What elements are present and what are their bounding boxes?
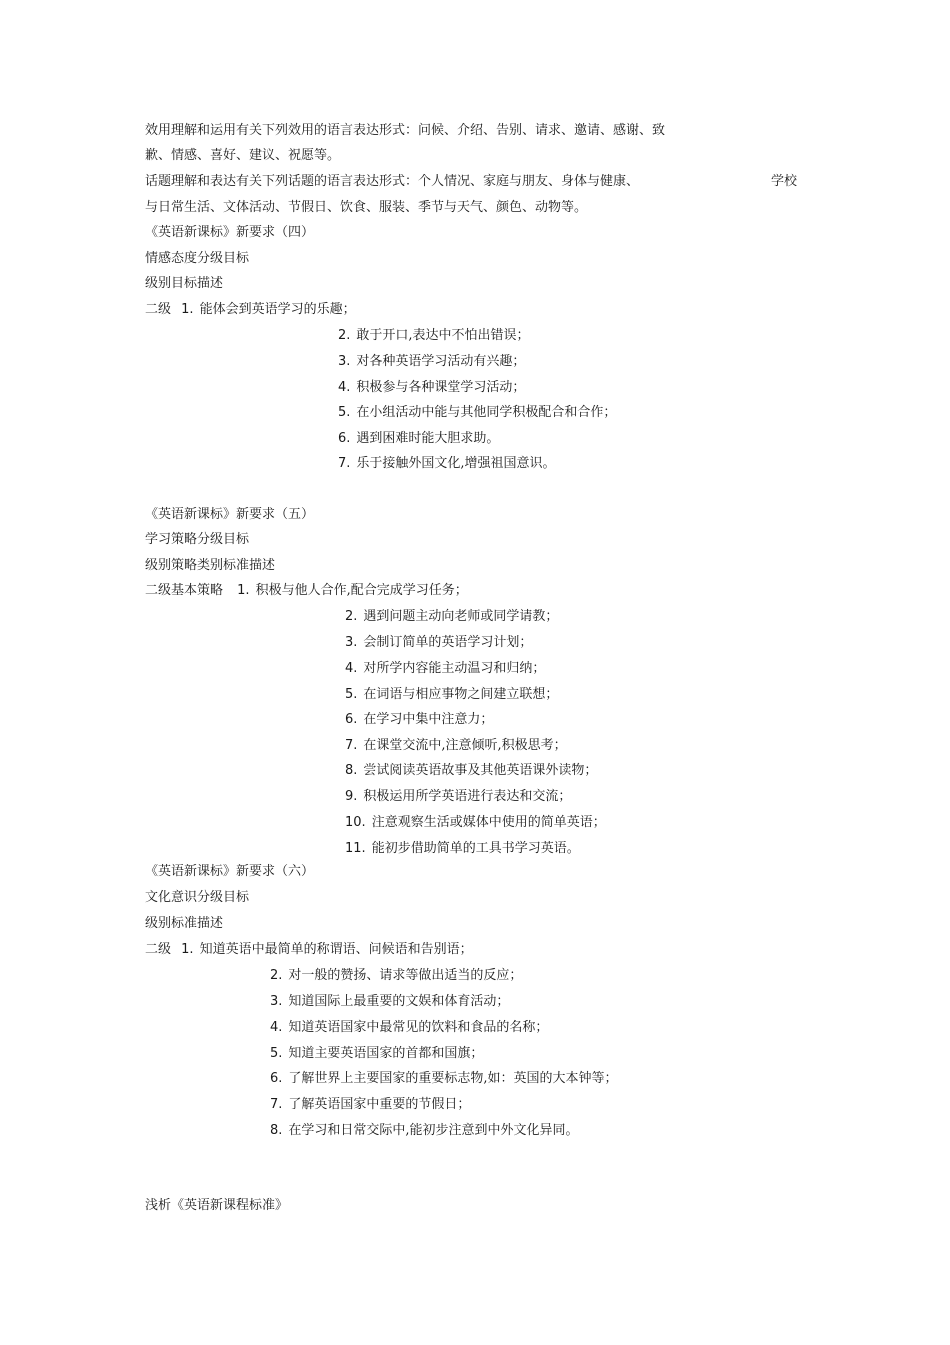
list-item-number: 1. [181, 302, 194, 317]
list-item-number: 5. [345, 687, 358, 702]
topic-line-1-tail: 学校 [771, 174, 798, 189]
list-item-number: 3. [338, 354, 351, 369]
list-item-number: 7. [338, 456, 351, 471]
list-item [338, 379, 525, 397]
section4-level: 二级 [145, 302, 172, 317]
list-item-text: 能体会到英语学习的乐趣； [199, 302, 356, 317]
list-item-number: 4. [270, 1020, 283, 1035]
list-item [338, 455, 556, 473]
list-item-text: 在小组活动中能与其他同学积极配合和合作； [356, 405, 617, 420]
list-item [345, 711, 493, 729]
topic-line-2: 与日常生活、文体活动、节假日、饮食、服装、季节与天气、颜色、动物等。 [145, 200, 588, 215]
list-item-number: 7. [345, 738, 358, 753]
list-item-number: 9. [345, 789, 358, 804]
section5-title: 《英语新课标》新要求（五） [145, 507, 315, 522]
list-item-text: 积极参与各种课堂学习活动； [356, 380, 526, 395]
list-item-number: 8. [345, 763, 358, 778]
list-item-number: 6. [338, 431, 351, 446]
list-item [345, 762, 597, 780]
list-item-text: 对一般的赞扬、请求等做出适当的反应； [288, 968, 523, 983]
list-item-number: 4. [345, 661, 358, 676]
list-item [345, 608, 558, 626]
list-item-text: 遇到问题主动向老师或同学请教； [363, 609, 559, 624]
list-item [270, 1019, 548, 1037]
topic-line-1: 话题理解和表达有关下列话题的语言表达形式：个人情况、家庭与朋友、身体与健康、 [145, 174, 640, 189]
list-item-text: 知道国际上最重要的文娱和体育活动； [288, 994, 510, 1009]
list-item-text: 尝试阅读英语故事及其他英语课外读物； [363, 763, 598, 778]
list-item [345, 660, 545, 678]
list-item [338, 327, 530, 345]
list-item-number: 3. [345, 635, 358, 650]
list-item-number: 3. [270, 994, 283, 1009]
list-item-number: 4. [338, 380, 351, 395]
section6-title: 《英语新课标》新要求（六） [145, 864, 315, 879]
list-item-text: 在学习中集中注意力； [363, 712, 494, 727]
list-item [345, 814, 606, 832]
list-item-text: 在课堂交流中,注意倾听,积极思考； [363, 738, 567, 753]
list-item-number: 2. [338, 328, 351, 343]
list-item-number: 10. [345, 815, 366, 830]
list-item-number: 1. [181, 942, 194, 957]
list-item-number: 5. [270, 1046, 283, 1061]
section4-header: 级别目标描述 [145, 276, 224, 291]
list-item [338, 353, 525, 371]
list-item [345, 840, 580, 858]
list-item [338, 430, 499, 448]
section4-title: 《英语新课标》新要求（四） [145, 225, 315, 240]
list-item-text: 积极与他人合作,配合完成学习任务； [255, 583, 468, 598]
list-item [345, 686, 558, 704]
list-item-number: 7. [270, 1097, 283, 1112]
closing-title: 浅析《英语新课程标准》 [145, 1198, 289, 1213]
list-item-number: 1. [237, 583, 250, 598]
section4-subtitle: 情感态度分级目标 [145, 251, 250, 266]
list-item-number: 6. [345, 712, 358, 727]
list-item-number: 5. [338, 405, 351, 420]
section5-first-row [145, 582, 468, 600]
section6-level: 二级 [145, 942, 172, 957]
list-item-text: 积极运用所学英语进行表达和交流； [363, 789, 572, 804]
list-item-text: 知道英语国家中最常见的饮料和食品的名称； [288, 1020, 549, 1035]
list-item-number: 11. [345, 841, 366, 856]
list-item-text: 在学习和日常交际中,能初步注意到中外文化异同。 [288, 1123, 579, 1138]
list-item-text: 了解世界上主要国家的重要标志物,如：英国的大本钟等； [288, 1071, 618, 1086]
list-item [270, 1122, 579, 1140]
section6-subtitle: 文化意识分级目标 [145, 890, 250, 905]
list-item [270, 993, 509, 1011]
list-item [345, 634, 532, 652]
list-item-number: 2. [345, 609, 358, 624]
list-item-number: 8. [270, 1123, 283, 1138]
section6-first-row [145, 941, 473, 959]
list-item [345, 788, 571, 806]
list-item-number: 2. [270, 968, 283, 983]
list-item-text: 了解英语国家中重要的节假日； [288, 1097, 471, 1112]
function-line-1: 效用理解和运用有关下列效用的语言表达形式：问候、介绍、告别、请求、邀请、感谢、致 [145, 123, 666, 138]
function-line-2: 歉、情感、喜好、建议、祝愿等。 [145, 148, 341, 163]
list-item-text: 遇到困难时能大胆求助。 [356, 431, 500, 446]
list-item [270, 1045, 483, 1063]
list-item [338, 404, 616, 422]
section5-level: 二级基本策略 [145, 583, 224, 598]
section6-header: 级别标准描述 [145, 916, 224, 931]
list-item [345, 737, 567, 755]
list-item-text: 在词语与相应事物之间建立联想； [363, 687, 559, 702]
list-item-text: 注意观察生活或媒体中使用的简单英语； [371, 815, 606, 830]
list-item-text: 知道主要英语国家的首都和国旗； [288, 1046, 484, 1061]
list-item-text: 会制订简单的英语学习计划； [363, 635, 533, 650]
section5-subtitle: 学习策略分级目标 [145, 532, 250, 547]
list-item [270, 1096, 470, 1114]
list-item-text: 知道英语中最简单的称谓语、问候语和告别语； [199, 942, 473, 957]
list-item-text: 对各种英语学习活动有兴趣； [356, 354, 526, 369]
list-item-text: 敢于开口,表达中不怕出错误； [356, 328, 530, 343]
list-item-number: 6. [270, 1071, 283, 1086]
list-item-text: 对所学内容能主动温习和归纳； [363, 661, 546, 676]
section5-header: 级别策略类别标准描述 [145, 558, 276, 573]
section4-first-row [145, 301, 356, 319]
list-item [270, 1070, 618, 1088]
list-item-text: 乐于接触外国文化,增强祖国意识。 [356, 456, 556, 471]
list-item-text: 能初步借助简单的工具书学习英语。 [371, 841, 580, 856]
list-item [270, 967, 522, 985]
